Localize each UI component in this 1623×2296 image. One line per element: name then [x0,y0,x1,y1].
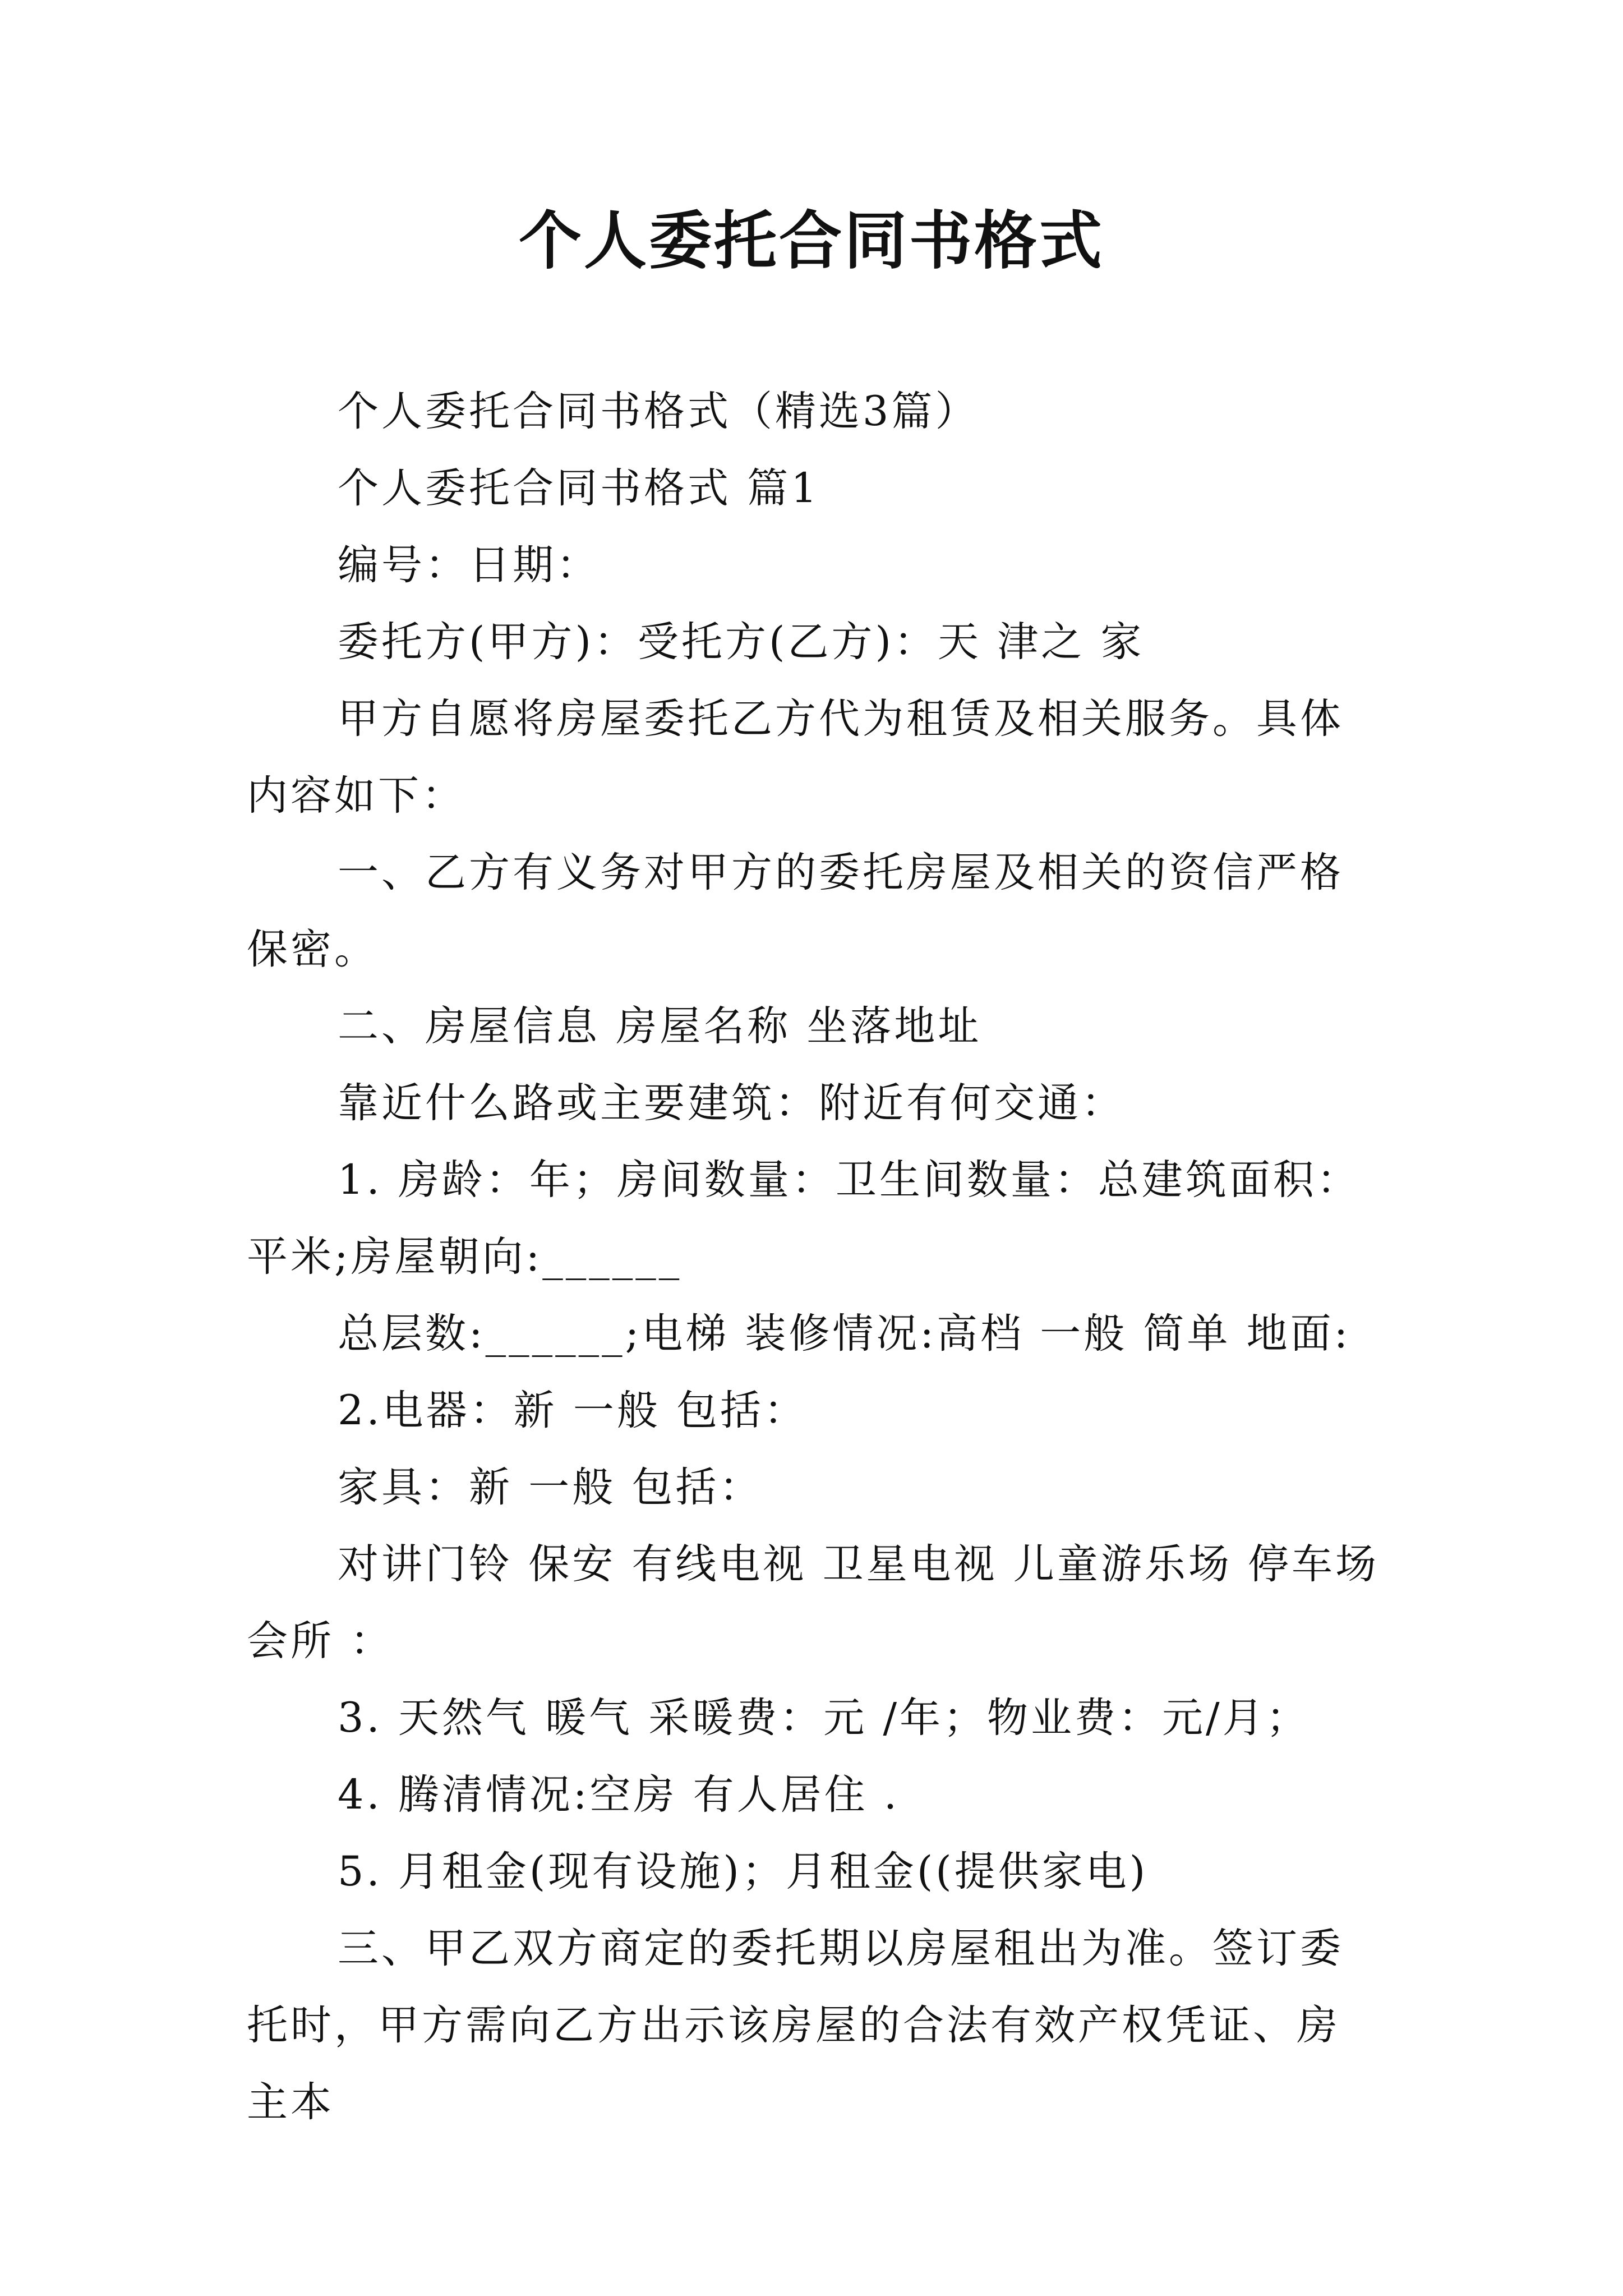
paragraph-item-1: 1. 房龄：年；房间数量：卫生间数量：总建筑面积：平米;房屋朝向:______ [247,1156,1361,1281]
paragraph-item-4: 4. 腾清情况:空房 有人居住 . [338,1771,900,1819]
paragraph-subtitle: 个人委托合同书格式（精选3篇） [338,388,979,435]
paragraph-clause-1: 一、乙方有义务对甲方的委托房屋及相关的资信严格保密。 [247,849,1344,973]
paragraph-item-2: 2.电器：新 一般 包括： [338,1387,808,1434]
paragraph-intro: 甲方自愿将房屋委托乙方代为租赁及相关服务。具体内容如下： [247,695,1344,820]
paragraph-item-3: 3. 天然气 暖气 采暖费：元 /年；物业费：元/月； [338,1694,1310,1742]
paragraph-parties: 委托方(甲方)：受托方(乙方)：天 津之 家 [338,618,1145,666]
paragraph-clause-2: 二、房屋信息 房屋名称 坐落地址 [338,1002,982,1050]
paragraph-facilities: 对讲门铃 保安 有线电视 卫星电视 儿童游乐场 停车场 会所 ： [247,1540,1380,1665]
paragraph-furniture: 家具：新 一般 包括： [338,1464,763,1511]
paragraph-location: 靠近什么路或主要建筑：附近有何交通： [338,1079,1125,1127]
paragraph-clause-3: 三、甲乙双方商定的委托期以房屋租出为准。签订委托时，甲方需向乙方出示该房屋的合法有效产权凭证、房主本 [247,1925,1344,2126]
paragraph-section-heading: 个人委托合同书格式 篇1 [338,464,820,512]
paragraph-floors: 总层数:______;电梯 装修情况:高档 一般 简单 地面: [338,1310,1351,1358]
document-body [247,373,1380,2141]
document-title: 个人委托合同书格式 [519,204,1104,278]
paragraph-number-date: 编号：日期： [338,541,600,589]
paragraph-item-5: 5. 月租金(现有设施)；月租金((提供家电) [338,1848,1149,1895]
